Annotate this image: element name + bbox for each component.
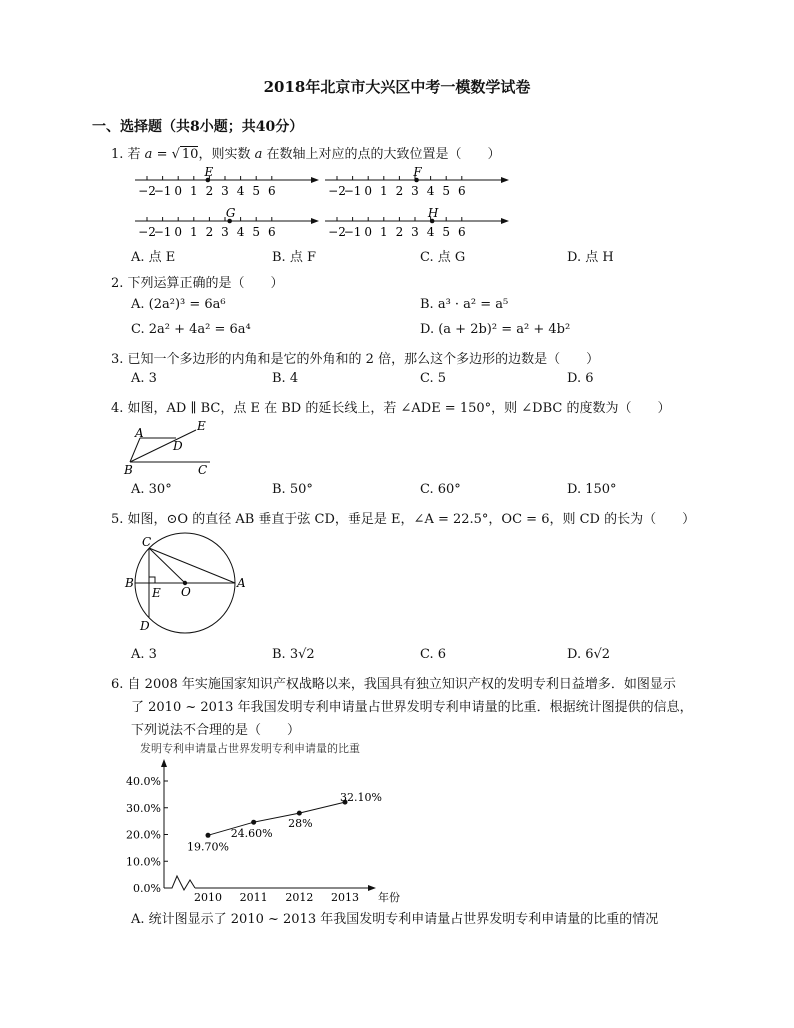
q6-stem-line-3: 下列说法不合理的是（ ）	[131, 723, 301, 738]
number-line-tick-label: 0	[174, 225, 183, 239]
chart-x-tick-label: 2011	[239, 891, 268, 904]
q4-label-b: B	[124, 463, 133, 477]
q4-option-a[interactable]: A. 30°	[131, 482, 172, 497]
q4-option-c[interactable]: C. 60°	[420, 482, 461, 497]
number-line-arrow	[501, 218, 509, 224]
q4-stem: 4. 如图，AD ∥ BC，点 E 在 BD 的延长线上，若 ∠ADE = 150°，则 ∠DBC 的度数为（ ）	[111, 401, 671, 416]
chart-data-label: 32.10%	[340, 791, 382, 805]
number-line-tick-label: 5	[442, 184, 451, 198]
number-line-tick-label: 1	[189, 184, 198, 198]
number-line-tick-label: 6	[267, 225, 276, 239]
q3-option-c[interactable]: C. 5	[420, 371, 447, 386]
q3-option-b[interactable]: B. 4	[272, 371, 299, 386]
number-line-tick-label: 6	[457, 225, 466, 239]
chart-axis-break	[164, 876, 195, 890]
number-line-tick-label: 0	[174, 184, 183, 198]
chart-point	[251, 820, 256, 825]
section-heading: 一、选择题（共8小题；共40分）	[92, 119, 304, 135]
number-line-tick-label: 3	[411, 225, 419, 239]
chart-y-tick-label: 40.0%	[126, 775, 161, 788]
chart-series-line	[208, 802, 345, 835]
q4-option-d[interactable]: D. 150°	[567, 482, 617, 497]
q5-option-d[interactable]: D. 6√2	[567, 647, 611, 662]
q3-option-d[interactable]: D. 6	[567, 371, 594, 386]
q5-circle-figure	[118, 528, 253, 638]
chart-x-tick-label: 2013	[331, 891, 359, 904]
number-line-tick-label: −1	[153, 225, 172, 239]
q5-option-b[interactable]: B. 3√2	[272, 647, 315, 662]
q1-option-c[interactable]: C. 点 G	[420, 250, 466, 265]
number-line-tick-label: 1	[189, 225, 198, 239]
number-line-point-label: F	[413, 165, 422, 179]
number-line-tick-label: −1	[343, 225, 362, 239]
chart-y-tick-label: 20.0%	[126, 828, 161, 842]
q1-stem-post: ，则实数	[198, 147, 255, 162]
number-line-tick-label: 3	[221, 225, 229, 239]
chart-data-label: 24.60%	[230, 827, 273, 841]
number-line-arrow	[311, 177, 319, 183]
q4-label-c: C	[198, 463, 208, 477]
number-line-tick-label: 5	[252, 225, 261, 239]
q5-label-c: C	[142, 535, 152, 549]
number-line-tick-label: 4	[426, 184, 435, 198]
number-line-point-label: G	[225, 206, 236, 220]
q1-stem-pre: 1. 若	[111, 147, 145, 162]
q1-stem: 1. 若 a = √ 10，则实数 a 在数轴上对应的点的大致位置是（ ）	[111, 147, 501, 162]
q1-option-a[interactable]: A. 点 E	[131, 250, 176, 265]
number-line-tick-label: −1	[343, 184, 362, 198]
chart-data-label: 19.70%	[187, 840, 229, 854]
chart-data-label: 28%	[288, 817, 313, 831]
q5-stem: 5. 如图，⊙O 的直径 AB 垂直于弦 CD，垂足是 E，∠A = 22.5°，OC = 6，则 CD 的长为（ ）	[111, 512, 696, 527]
q4-label-a: A	[135, 426, 144, 440]
number-line-tick-label: 2	[395, 184, 404, 198]
q1-stem-post2: 在数轴上对应的点的大致位置是（ ）	[262, 147, 501, 162]
number-line-tick-label: −2	[138, 225, 156, 239]
q1-var-a: a	[144, 147, 153, 162]
q4-figure	[118, 416, 218, 478]
q2-option-b[interactable]: B. a³ · a² = a⁵	[420, 297, 509, 312]
q1-option-d[interactable]: D. 点 H	[567, 250, 614, 265]
chart-x-axis-arrow	[368, 885, 376, 891]
number-line-point-label: H	[427, 206, 439, 220]
page-title: 2018年北京市大兴区中考一模数学试卷	[263, 78, 531, 96]
q5-option-a[interactable]: A. 3	[131, 647, 157, 662]
number-line-arrow	[311, 218, 319, 224]
chart-y-tick-label: 0.0%	[133, 882, 161, 895]
number-line-tick-label: 1	[379, 184, 388, 198]
number-line-tick-label: 1	[379, 225, 388, 239]
q6-line-chart	[120, 738, 420, 906]
q6-option-a[interactable]: A. 统计图显示了 2010 ~ 2013 年我国发明专利申请量占世界发明专利申请量的比重的情况	[131, 912, 659, 927]
chart-y-tick-label: 30.0%	[126, 801, 161, 815]
number-line-tick-label: 2	[395, 225, 404, 239]
q4-label-e: E	[197, 419, 206, 433]
q1-radicand: 10	[181, 147, 199, 162]
number-line-tick-label: 5	[442, 225, 451, 239]
q6-stem-line-2: 了 2010 ~ 2013 年我国发明专利申请量占世界发明专利申请量的比重．根据统计图提供的信息，	[131, 700, 693, 715]
q5-label-e: E	[152, 586, 161, 600]
number-line-tick-label: 2	[205, 184, 214, 198]
q2-option-c[interactable]: C. 2a² + 4a² = 6a⁴	[131, 322, 251, 337]
chart-y-axis-arrow	[161, 759, 167, 767]
number-line-tick-label: 4	[236, 184, 245, 198]
q5-label-o: O	[181, 585, 191, 599]
q4-option-b[interactable]: B. 50°	[272, 482, 313, 497]
number-line-tick-label: 4	[236, 225, 245, 239]
q1-eq: =	[152, 147, 172, 162]
chart-x-tick-label: 2012	[285, 891, 314, 904]
number-line-tick-label: 6	[457, 184, 466, 198]
q3-option-a[interactable]: A. 3	[131, 371, 157, 386]
number-line-tick-label: 6	[267, 184, 276, 198]
q5-label-b: B	[125, 576, 134, 590]
q1-option-b[interactable]: B. 点 F	[272, 250, 316, 265]
chart-x-axis-label: 年份	[378, 891, 400, 904]
chart-title: 发明专利申请量占世界发明专利申请量的比重	[140, 742, 360, 755]
number-line-tick-label: −2	[328, 184, 346, 198]
q6-stem-line-1: 6. 自 2008 年实施国家知识产权战略以来，我国具有独立知识产权的发明专利日益增多．如图显示	[111, 677, 676, 692]
number-line-tick-label: −1	[153, 184, 172, 198]
q5-option-c[interactable]: C. 6	[420, 647, 447, 662]
number-line-tick-label: 0	[364, 184, 373, 198]
q5-label-d: D	[140, 619, 150, 633]
number-line-tick-label: −2	[328, 225, 346, 239]
q2-stem: 2. 下列运算正确的是（ ）	[111, 276, 284, 291]
q4-label-d: D	[173, 439, 183, 453]
number-line-point-label: E	[204, 165, 214, 179]
q3-stem: 3. 已知一个多边形的内角和是它的外角和的 2 倍，那么这个多边形的边数是（ ）	[111, 352, 600, 367]
q5-label-a: A	[237, 576, 246, 590]
number-line-tick-label: 3	[221, 184, 229, 198]
chart-point	[206, 833, 211, 838]
chart-y-tick-label: 10.0%	[126, 855, 161, 869]
chart-x-tick-label: 2010	[194, 891, 222, 904]
q1-number-lines	[0, 160, 794, 242]
chart-point	[297, 811, 302, 816]
number-line-tick-label: 3	[411, 184, 419, 198]
number-line-tick-label: 4	[426, 225, 435, 239]
number-line-tick-label: −2	[138, 184, 156, 198]
q1-var-a2: a	[254, 147, 263, 162]
number-line-arrow	[501, 177, 509, 183]
number-line-tick-label: 0	[364, 225, 373, 239]
number-line-tick-label: 2	[205, 225, 214, 239]
q2-option-a[interactable]: A. (2a²)³ = 6a⁶	[131, 297, 226, 312]
q2-option-d[interactable]: D. (a + 2b)² = a² + 4b²	[420, 322, 571, 337]
number-line-tick-label: 5	[252, 184, 261, 198]
